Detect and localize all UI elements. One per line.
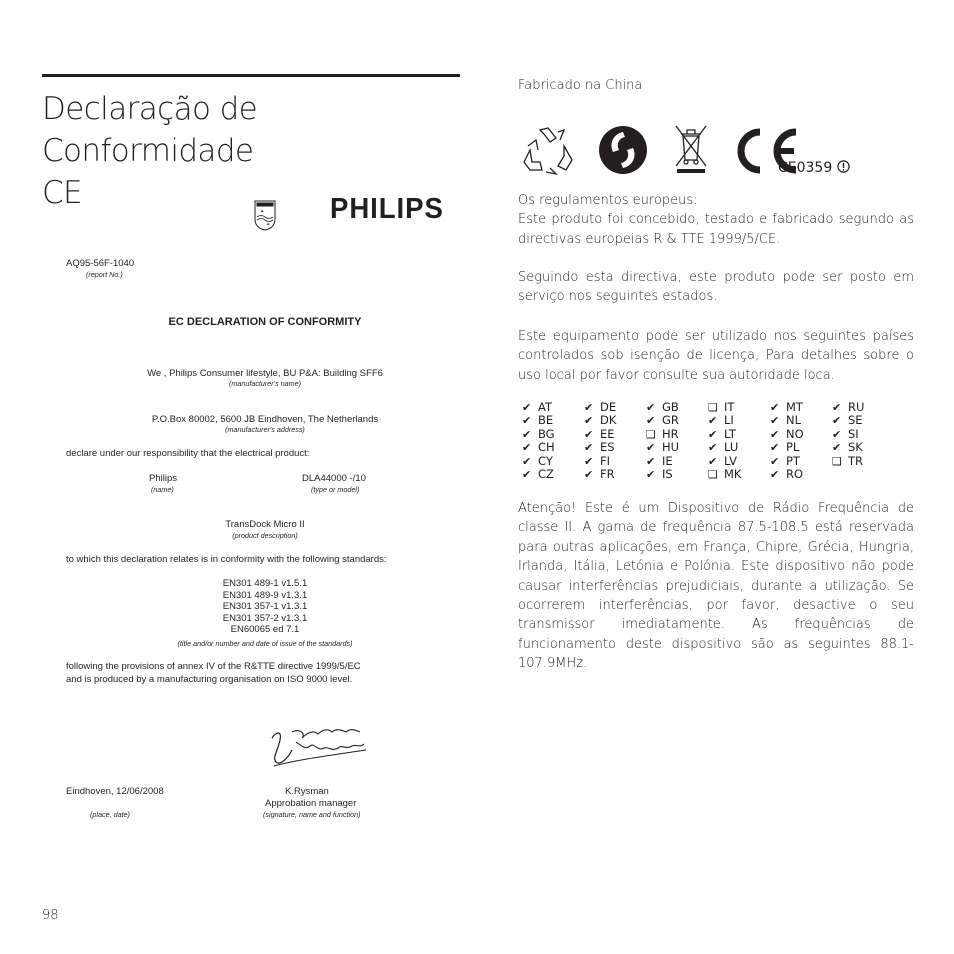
checkmark-icon: ✔	[770, 454, 780, 468]
checkmark-icon: ✔	[646, 414, 656, 428]
svg-text:✦: ✦	[260, 209, 265, 215]
country-code: SE	[848, 413, 863, 428]
provisions-line2: and is produced by a manufacturing organisation on ISO 9000 level.	[66, 674, 353, 685]
country-item	[832, 441, 894, 454]
checkmark-icon: ✔	[522, 401, 532, 414]
checkmark-icon: ✔	[584, 414, 594, 428]
country-code: IT	[724, 400, 735, 414]
country-code: FR	[600, 467, 615, 482]
page-title-line1: Declaração de Conformidade	[42, 91, 258, 169]
country-item	[708, 468, 770, 481]
country-code: IS	[662, 467, 673, 482]
standard-item: EN301 357-1 v1.3.1	[222, 601, 308, 613]
country-item	[708, 455, 770, 468]
directive-paragraph: Seguindo esta directiva, este produto pode ser posto em serviço nos seguintes estados.	[518, 270, 914, 305]
country-code: LU	[724, 440, 739, 455]
page-title-line2: CE	[42, 175, 83, 211]
empty-box-icon: ❑	[832, 454, 842, 468]
standards-caption: (title and/or number and date of issue of the standards)	[177, 639, 353, 648]
country-item	[646, 414, 708, 427]
alert-circle-icon	[837, 160, 850, 173]
philips-shield-icon	[253, 199, 277, 231]
green-dot-icon	[597, 124, 649, 176]
manufacturer-address: P.O.Box 80002, 5600 JB Eindhoven, The Netherlands	[151, 414, 379, 425]
country-code: HR	[662, 426, 679, 441]
country-code: HU	[662, 440, 680, 455]
checkmark-icon: ✔	[584, 468, 594, 482]
country-item	[522, 414, 584, 427]
country-code: PL	[786, 440, 800, 455]
country-code: DK	[600, 413, 617, 428]
country-code: EE	[600, 426, 615, 441]
country-code: FI	[600, 453, 611, 468]
country-code: NO	[786, 426, 804, 441]
attention-paragraph: Atenção! Este é um Dispositivo de Rádio Frequência de classe II. A gama de frequência 87.5-108.5 está reservada para outras aplicações, em França, Chipre, Grécia, Hungria, Irlanda, Itália, Letónia e Polónia. Este dispositivo não pode causar interferências prejudiciais, durante a utilização. Se ocorrerem interferências, por favor, desactive o seu transmissor imediatamente. As frequências de funcionamento deste dispositivo são as seguintes 88.1-107.9MHz.	[518, 501, 914, 672]
checkmark-icon: ✔	[646, 468, 656, 482]
signatory-name: K.Rysman	[285, 786, 329, 797]
checkmark-icon: ✔	[708, 414, 718, 428]
country-item	[584, 455, 646, 468]
country-item	[522, 428, 584, 441]
country-grid	[522, 401, 902, 481]
country-item	[522, 441, 584, 454]
country-item	[584, 428, 646, 441]
country-item	[832, 455, 894, 468]
checkmark-icon: ✔	[832, 401, 842, 414]
title-rule	[42, 74, 460, 77]
svg-text:✦: ✦	[266, 222, 271, 228]
license-exempt-paragraph: Este equipamento pode ser utilizado nos seguintes países controlados sob isenção de licença, Para detalhes sobre o uso local por favor consulte sua autoridade loca.	[518, 329, 914, 383]
checkmark-icon: ✔	[708, 427, 718, 441]
country-item	[522, 401, 584, 414]
country-item	[770, 414, 832, 427]
country-item	[522, 468, 584, 481]
country-code: PT	[786, 453, 800, 468]
checkmark-icon: ✔	[770, 427, 780, 441]
country-code: AT	[538, 400, 552, 414]
ce-number	[778, 160, 850, 176]
country-item	[708, 401, 770, 414]
country-code: CZ	[538, 467, 554, 482]
country-code: TR	[848, 453, 864, 468]
country-code: NL	[786, 413, 802, 428]
checkmark-icon: ✔	[646, 401, 656, 414]
checkmark-icon: ✔	[708, 454, 718, 468]
place-date: Eindhoven, 12/06/2008	[66, 786, 164, 797]
checkmark-icon: ✔	[646, 441, 656, 455]
country-code: MT	[786, 400, 803, 414]
country-code: MK	[724, 467, 742, 482]
made-in-label: Fabricado na China	[518, 78, 643, 93]
country-item	[584, 414, 646, 427]
checkmark-icon: ✔	[832, 441, 842, 455]
country-code: LI	[724, 413, 734, 428]
country-code: CY	[538, 453, 553, 468]
checkmark-icon: ✔	[584, 401, 594, 414]
checkmark-icon: ✔	[522, 454, 532, 468]
report-number: AQ95-56F-1040	[66, 258, 135, 269]
declaration-heading: EC DECLARATION OF CONFORMITY	[168, 316, 362, 328]
checkmark-icon: ✔	[522, 441, 532, 455]
eu-regulations-paragraph	[518, 191, 914, 249]
country-item	[584, 441, 646, 454]
standards-list	[60, 578, 470, 636]
country-item	[832, 428, 894, 441]
country-code: DE	[600, 400, 617, 414]
product-description: TransDock Micro II	[225, 519, 305, 530]
product-description-caption: (product description)	[232, 531, 298, 540]
country-code: LT	[724, 426, 736, 441]
country-code: GB	[662, 400, 679, 414]
checkmark-icon: ✔	[522, 427, 532, 441]
manufacturer-name: We , Philips Consumer lifestyle, BU P&A: Building SFF6	[147, 368, 383, 379]
country-item	[646, 401, 708, 414]
product-name: Philips	[149, 473, 177, 484]
product-type-caption: (type or model)	[311, 485, 360, 494]
standard-item: EN60065 ed 7.1	[230, 624, 300, 636]
country-code: LV	[724, 453, 738, 468]
checkmark-icon: ✔	[584, 427, 594, 441]
country-item	[832, 401, 894, 414]
country-code: GR	[662, 413, 679, 428]
country-code: RU	[848, 400, 865, 414]
country-item	[832, 414, 894, 427]
country-item	[522, 455, 584, 468]
country-item	[646, 441, 708, 454]
checkmark-icon: ✔	[584, 441, 594, 455]
report-number-caption: (report No.)	[86, 270, 123, 279]
eu-regulations-text: Este produto foi concebido, testado e fabricado segundo as directivas europeias R & TTE 1999/5/CE.	[518, 212, 914, 247]
country-item	[708, 441, 770, 454]
checkmark-icon: ✔	[832, 414, 842, 428]
country-item	[584, 401, 646, 414]
recycling-icon	[520, 124, 576, 176]
signature-icon	[266, 722, 370, 772]
empty-box-icon: ❑	[708, 401, 718, 414]
country-item	[708, 414, 770, 427]
signature-caption: (signature, name and function)	[263, 810, 361, 819]
standards-intro: to which this declaration relates is in conformity with the following standards:	[66, 554, 387, 565]
country-item	[646, 468, 708, 481]
provisions-line1: following the provisions of annex IV of the R&TTE directive 1999/5/EC	[66, 661, 361, 672]
country-code: RO	[786, 467, 804, 482]
country-item	[770, 468, 832, 481]
country-code: SK	[848, 440, 863, 455]
checkmark-icon: ✔	[770, 414, 780, 428]
standard-item: EN301 489-9 v1.3.1	[222, 589, 308, 601]
checkmark-icon: ✔	[708, 441, 718, 455]
checkmark-icon: ✔	[522, 468, 532, 482]
country-item	[646, 428, 708, 441]
empty-box-icon: ❑	[708, 468, 718, 482]
checkmark-icon: ✔	[522, 414, 532, 428]
country-code: SI	[848, 426, 859, 441]
country-item	[646, 455, 708, 468]
country-code: IE	[662, 453, 673, 468]
ce-number-text: CE0359	[778, 160, 833, 176]
eu-regulations-heading: Os regulamentos europeus:	[518, 193, 698, 208]
country-item	[770, 401, 832, 414]
standard-item: EN301 357-2 v1.3.1	[222, 612, 308, 624]
product-name-caption: (name)	[151, 485, 174, 494]
country-code: BG	[538, 426, 555, 441]
country-item	[584, 468, 646, 481]
country-item	[708, 428, 770, 441]
place-date-caption: (place, date)	[90, 810, 130, 819]
country-item	[770, 441, 832, 454]
standard-item: EN301 489-1 v1.5.1	[222, 578, 308, 589]
checkmark-icon: ✔	[832, 427, 842, 441]
empty-box-icon: ❑	[646, 427, 656, 441]
manufacturer-address-caption: (manufacturer's address)	[225, 425, 305, 434]
product-type: DLA44000 -/10	[302, 473, 366, 484]
declare-statement: declare under our responsibility that the electrical product:	[66, 448, 310, 459]
checkmark-icon: ✔	[646, 454, 656, 468]
country-item	[770, 455, 832, 468]
country-code: BE	[538, 413, 554, 428]
checkmark-icon: ✔	[770, 441, 780, 455]
country-code: CH	[538, 440, 555, 455]
philips-wordmark: PHILIPS	[330, 193, 444, 225]
crossed-out-bin-icon	[673, 122, 709, 174]
manufacturer-name-caption: (manufacturer's name)	[228, 379, 302, 388]
checkmark-icon: ✔	[770, 468, 780, 482]
country-code: ES	[600, 440, 615, 455]
signatory-title: Approbation manager	[265, 798, 357, 809]
page-number: 98	[42, 908, 59, 923]
checkmark-icon: ✔	[770, 401, 780, 414]
country-item	[770, 428, 832, 441]
checkmark-icon: ✔	[584, 454, 594, 468]
